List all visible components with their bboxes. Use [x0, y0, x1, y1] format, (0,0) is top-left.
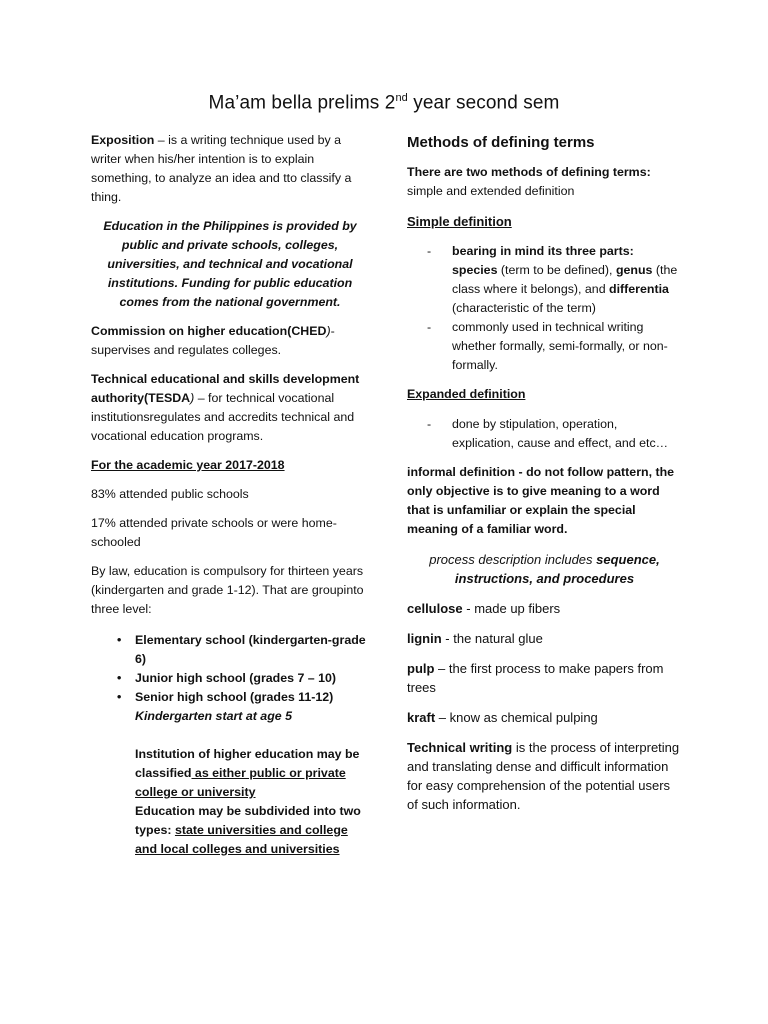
- private-schools-stat: 17% attended private schools or were home-schooled: [91, 516, 337, 549]
- lignin-paragraph: [407, 629, 682, 648]
- list-item: [91, 631, 369, 669]
- spacer: [91, 726, 369, 745]
- title-superscript: nd: [395, 92, 408, 104]
- ched-paragraph: [91, 322, 369, 360]
- tesda-text: – for technical vocational institutionsregulates and accredits technical and vocational education programs.: [91, 391, 355, 443]
- exposition-paragraph: [91, 131, 369, 207]
- bullet-icon: •: [117, 671, 122, 685]
- pulp-paragraph: [407, 659, 682, 697]
- dash-icon: -: [427, 320, 432, 334]
- bullet-icon: •: [117, 633, 122, 647]
- expanded-definition-text: Expanded definition: [407, 387, 526, 401]
- two-methods-paragraph: [407, 163, 682, 201]
- list-item: [91, 688, 369, 707]
- list-item-text: bearing in mind its three parts:: [452, 244, 634, 258]
- tesda-term: Technical educational and skills development authority(TESDA: [91, 372, 360, 405]
- cellulose-paragraph: [407, 599, 682, 618]
- bullet-icon: •: [117, 690, 122, 704]
- ched-paren: ): [326, 324, 331, 338]
- process-bold: sequence, instructions, and procedures: [454, 552, 660, 586]
- institution-paragraph: [91, 745, 369, 802]
- expanded-definition-list: [407, 415, 682, 453]
- simple-definition-heading: [407, 212, 682, 231]
- methods-heading: Methods of defining terms: [407, 134, 595, 151]
- technical-writing-paragraph: [407, 738, 682, 814]
- list-item-text: (the class where it belongs), and: [452, 263, 678, 296]
- education-paragraph: Education in the Philippines is provided by public and private schools, colleges, universities, and technical and vocational institutions. Funding for public education comes from the national government.: [103, 219, 357, 309]
- exposition-term: Exposition: [91, 133, 155, 147]
- pulp-term: pulp: [407, 661, 435, 676]
- two-methods-bold: There are two methods of defining terms:: [407, 165, 651, 179]
- pulp-text: – the first process to make papers from trees: [407, 661, 664, 695]
- list-item-text: Elementary school (kindergarten-grade 6): [135, 633, 366, 666]
- process-italic: process description includes: [429, 552, 597, 567]
- subdivided-text: Education may be subdivided into two types:: [135, 804, 361, 837]
- two-methods-text: simple and extended definition: [407, 184, 575, 198]
- list-item-text: genus: [615, 263, 653, 277]
- list-item-text: done by stipulation, operation, explication, cause and effect, and etc…: [452, 417, 669, 450]
- list-item: [407, 415, 682, 453]
- list-item-text: commonly used in technical writing whether formally, semi-formally, or non-formally.: [452, 320, 668, 372]
- dash-icon: -: [427, 417, 432, 431]
- technical-writing-text: is the process of interpreting and translating dense and difficult information for easy comprehension of the potential users of such information.: [407, 740, 680, 812]
- simple-definition-text: Simple definition: [407, 214, 512, 229]
- lignin-term: lignin: [407, 631, 442, 646]
- technical-writing-term: Technical writing: [407, 740, 513, 755]
- cellulose-term: cellulose: [407, 601, 463, 616]
- list-item-text: (characteristic of the term): [452, 301, 596, 315]
- left-column: [91, 131, 369, 859]
- right-column: [407, 133, 682, 825]
- kraft-text: – know as chemical pulping: [435, 710, 598, 725]
- kinder-note: Kindergarten start at age 5: [135, 709, 292, 723]
- dash-icon: -: [427, 244, 432, 258]
- list-item-text: Junior high school (grades 7 – 10): [135, 671, 337, 685]
- list-item-text: differentia: [609, 282, 669, 296]
- simple-definition-list: [407, 242, 682, 375]
- list-item: [407, 318, 682, 375]
- ched-text: - supervises and regulates colleges.: [91, 324, 335, 357]
- subdivided-underlined: state universities and college and local colleges and universities: [135, 823, 348, 856]
- institution-text: Institution of higher education may be classified: [135, 747, 360, 780]
- ched-term: Commission on higher education(CHED: [91, 324, 327, 338]
- list-item: [91, 669, 369, 688]
- subdivided-paragraph: [91, 802, 369, 859]
- expanded-definition-heading: [407, 385, 682, 404]
- lignin-text: - the natural glue: [441, 631, 543, 646]
- academic-year-heading: [91, 456, 369, 475]
- process-description-paragraph: [407, 550, 682, 588]
- law-paragraph: By law, education is compulsory for thirteen years (kindergarten and grade 1-12). That are groupinto three level:: [91, 564, 364, 616]
- academic-year-text: For the academic year 2017-2018: [91, 458, 285, 472]
- title-main: Ma’am bella prelims 2: [208, 92, 396, 114]
- tesda-paren: ): [190, 391, 195, 405]
- kraft-paragraph: [407, 708, 682, 727]
- title-rest: year second sem: [407, 92, 560, 114]
- school-levels-list: [91, 631, 369, 707]
- informal-definition-paragraph: informal definition - do not follow pattern, the only objective is to give meaning to a word that is unfamiliar or explain the special meaning of a familiar word.: [407, 465, 675, 536]
- kraft-term: kraft: [407, 710, 436, 725]
- cellulose-text: - made up fibers: [462, 601, 561, 616]
- public-schools-stat: 83% attended public schools: [91, 487, 249, 501]
- page-title: [0, 92, 768, 114]
- list-item: [407, 242, 682, 318]
- institution-underlined: as either public or private college or university: [135, 766, 346, 799]
- list-item-text: (term to be defined),: [497, 263, 616, 277]
- exposition-text: – is a writing technique used by a writer when his/her intention is to explain something, to analyze an idea and tto classify a thing.: [91, 133, 352, 204]
- tesda-paragraph: [91, 370, 369, 446]
- list-item-text: species: [452, 263, 498, 277]
- list-item-text: Senior high school (grades 11-12): [135, 690, 334, 704]
